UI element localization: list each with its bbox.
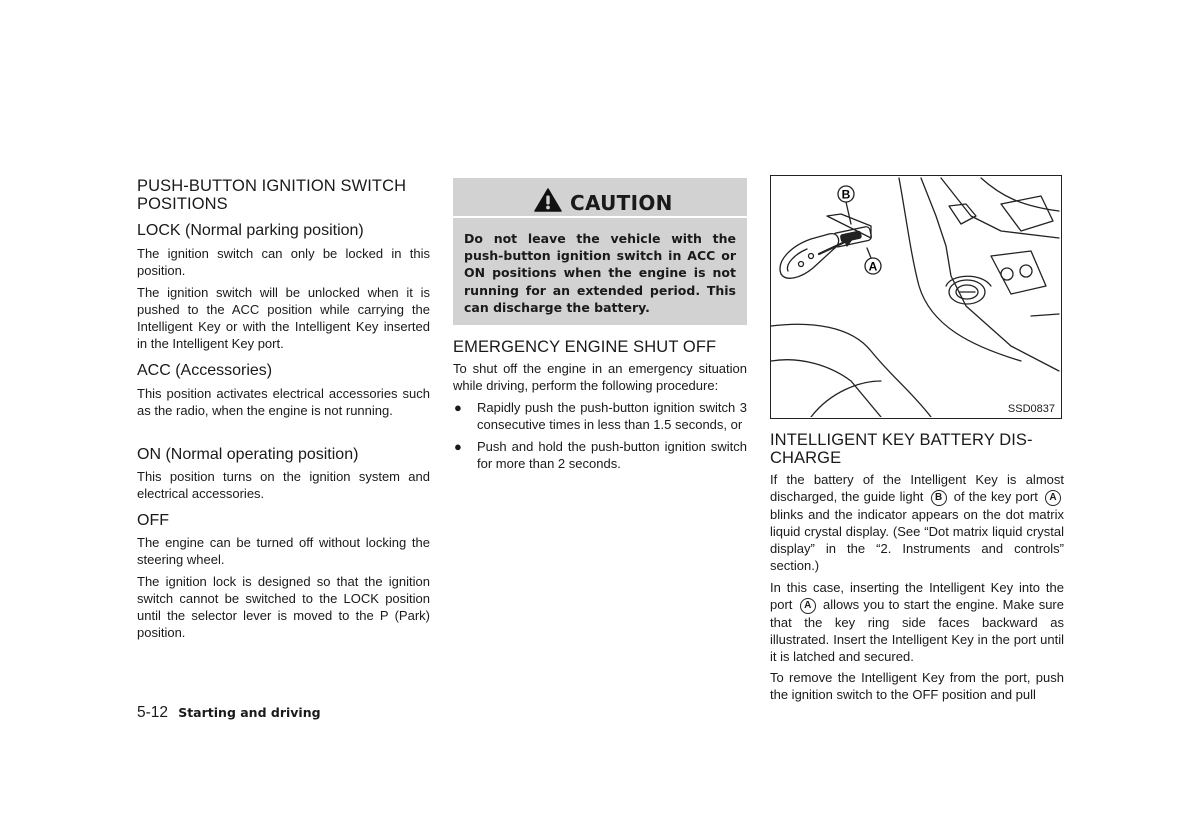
key-port-illustration: [770, 175, 1062, 419]
lock-paragraph-1: The ignition switch can only be locked in this position.: [137, 246, 430, 278]
page-footer: [137, 704, 321, 722]
bullet-icon: ●: [454, 400, 462, 415]
list-item-text: Push and hold the push-button ignition switch for more than 2 seconds.: [477, 439, 747, 471]
emergency-intro: To shut off the engine in an emergency situation while driving, perform the following procedure:: [453, 361, 747, 393]
emergency-steps: [453, 399, 747, 477]
list-item: [453, 438, 747, 472]
text-run: of the key port: [953, 489, 1038, 504]
list-item: [453, 399, 747, 433]
acc-paragraph: This position activates electrical accessories such as the radio, when the engine is not running.: [137, 386, 430, 418]
caution-text: Do not leave the vehicle with the push-button ignition switch in ACC or ON positions when the engine is not running for an extended period. This can discharge the battery.: [464, 231, 736, 315]
key-port-marker-a: A: [1045, 490, 1061, 506]
dashboard-drawing: [771, 176, 1060, 417]
battery-paragraph-3: To remove the Intelligent Key from the port, push the ignition switch to the OFF position and pull: [770, 670, 1064, 702]
label-a: A: [868, 259, 878, 274]
warning-triangle-icon: [534, 188, 562, 212]
caution-label: CAUTION: [570, 191, 673, 215]
battery-title-line-2: CHARGE: [770, 449, 842, 467]
key-port-marker-a: A: [800, 598, 816, 614]
off-title: OFF: [137, 512, 169, 529]
section-name: Starting and driving: [178, 705, 321, 720]
bullet-icon: ●: [454, 439, 462, 454]
text-run: allows you to start the engine. Make sure that the key ring side faces backward as illustrated. Insert the Intelligent Key in the port until it is latched and secured.: [770, 597, 1064, 664]
label-b: B: [841, 187, 851, 202]
on-paragraph: This position turns on the ignition system and electrical accessories.: [137, 469, 430, 501]
battery-paragraph-1: [770, 471, 1064, 574]
battery-paragraph-2: [770, 579, 1064, 665]
text-run: In this case, inserting the Intelligent Key into the port: [770, 580, 1064, 612]
figure-code: SSD0837: [1007, 403, 1055, 415]
lock-paragraph-2: The ignition switch will be unlocked when it is pushed to the ACC position while carrying the Intelligent Key or with the Intelligent Key inserted in the Intelligent Key port.: [137, 285, 430, 351]
on-title: ON (Normal operating position): [137, 446, 359, 463]
off-paragraph-1: The engine can be turned off without locking the steering wheel.: [137, 535, 430, 567]
battery-title: [770, 431, 1064, 467]
section-heading: PUSH-BUTTON IGNITION SWITCH POSITIONS: [137, 177, 407, 213]
text-run: If the battery of the Intelligent Key is almost discharged, the guide light: [770, 472, 1064, 504]
caution-box: [453, 178, 747, 325]
caution-header: [453, 178, 747, 218]
page-number: 5-12: [137, 704, 169, 721]
emergency-title: EMERGENCY ENGINE SHUT OFF: [453, 338, 717, 356]
list-item-text: Rapidly push the push-button ignition switch 3 consecutive times in less than 1.5 seconds, or: [477, 400, 747, 432]
off-paragraph-2: The ignition lock is designed so that the ignition switch cannot be switched to the LOCK position until the selector lever is moved to the P (Park) position.: [137, 574, 430, 640]
acc-title: ACC (Accessories): [137, 362, 273, 379]
text-run: blinks and the indicator appears on the dot matrix liquid crystal display. (See “Dot matrix liquid crystal display” in the “2. Instruments and controls” section.): [770, 506, 1064, 573]
battery-title-line-1: INTELLIGENT KEY BATTERY DIS-: [770, 431, 1033, 449]
guide-light-marker-b: B: [931, 490, 947, 506]
lock-title: LOCK (Normal parking position): [137, 222, 364, 239]
